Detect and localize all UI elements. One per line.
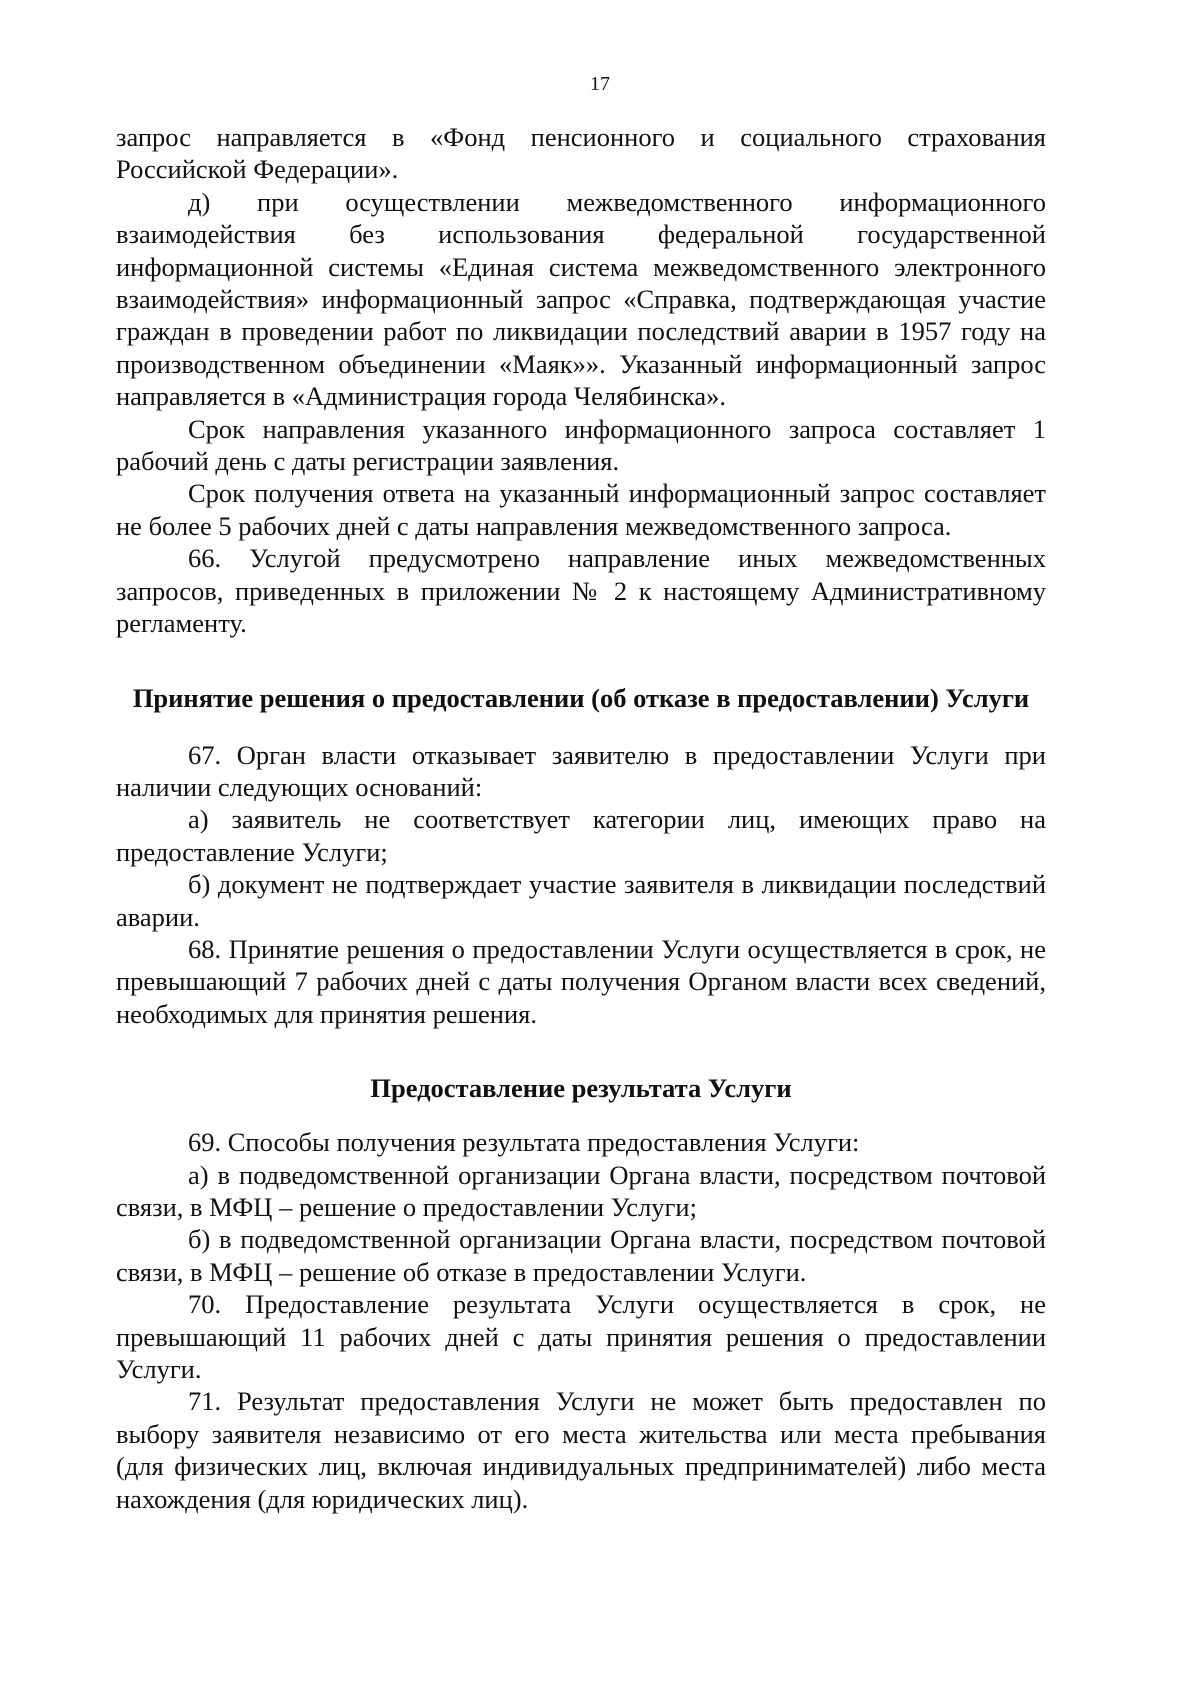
paragraph: 69. Способы получения результата предоставления Услуги: bbox=[188, 1127, 860, 1158]
paragraph: 68. Принятие решения о предоставлении Услуги осуществляется в срок, не превышающий 7 рабочих дней с даты получения Органом власти всех сведений, необходимых для принятия решения. bbox=[116, 933, 1046, 1029]
spacer bbox=[116, 640, 1046, 682]
paragraph: б) документ не подтверждает участие заявителя в ликвидации последствий аварии. bbox=[116, 869, 1046, 932]
spacer bbox=[116, 1030, 1046, 1072]
paragraph: 66. Услугой предусмотрено направление иных межведомственных запросов, приведенных в приложении № 2 к настоящему Административному регламенту. bbox=[116, 543, 1046, 639]
paragraph: 67. Орган власти отказывает заявителю в предоставлении Услуги при наличии следующих оснований: bbox=[116, 739, 1046, 802]
paragraph: а) заявитель не соответствует категории лиц, имеющих право на предоставление Услуги; bbox=[116, 804, 1046, 867]
paragraph: а) в подведомственной организации Органа власти, посредством почтовой связи, в МФЦ – решение о предоставлении Услуги; bbox=[116, 1159, 1046, 1222]
paragraph: Срок направления указанного информационного запроса составляет 1 рабочий день с даты регистрации заявления. bbox=[116, 413, 1046, 477]
paragraph: запрос направляется в «Фонд пенсионного и социального страхования Российской Федерации». bbox=[116, 122, 1046, 185]
paragraph: 70. Предоставление результата Услуги осуществляется в срок, не превышающий 11 рабочих дней с даты принятия решения о предоставлении Услуги. bbox=[116, 1289, 1046, 1384]
page-number: 17 bbox=[590, 73, 610, 95]
document-body bbox=[116, 121, 1046, 1515]
spacer bbox=[116, 714, 1046, 739]
paragraph: б) в подведомственной организации Органа власти, посредством почтовой связи, в МФЦ – решение об отказе в предоставлении Услуги. bbox=[116, 1224, 1046, 1287]
section-heading: Принятие решения о предоставлении (об отказе в предоставлении) Услуги bbox=[132, 682, 1030, 713]
paragraph: 71. Результат предоставления Услуги не может быть предоставлен по выбору заявителя независимо от его места жительства или места пребывания (для физических лиц, включая индивидуальных предпринимателей) либо места нахождения (для юридических лиц). bbox=[116, 1386, 1046, 1514]
paragraph: Срок получения ответа на указанный информационный запрос составляет не более 5 рабочих дней с даты направления межведомственного запроса. bbox=[116, 478, 1046, 541]
section-heading: Предоставление результата Услуги bbox=[370, 1073, 792, 1104]
paragraph: д) при осуществлении межведомственного информационного взаимодействия без использования федеральной государственной информационной системы «Единая система межведомственного электронного взаимодействия» информационный запрос «Справка, подтверждающая участие граждан в проведении работ по ликвидации последствий аварии в 1957 году на производственном объединении «Маяк»». Указанный информационный запрос направляется в «Администрация города Челябинска». bbox=[116, 186, 1046, 412]
spacer bbox=[116, 1104, 1046, 1126]
